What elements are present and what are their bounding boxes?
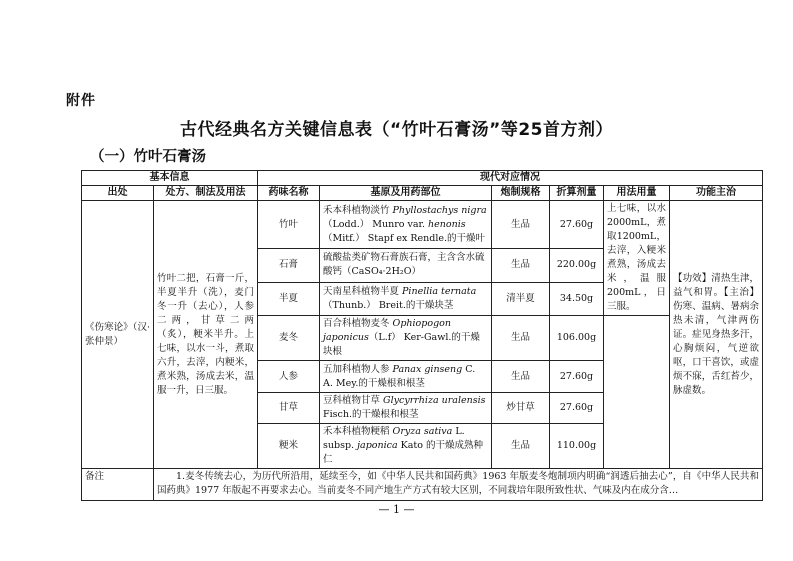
origin-text: 硫酸盐类矿物石膏族石膏，主含含水硫酸钙（CaSO₄·2H₂O） [323, 252, 485, 278]
col-header-dose: 折算剂量 [550, 186, 604, 201]
processing-cell: 生品 [492, 316, 550, 361]
processing-cell: 炒甘草 [492, 393, 550, 424]
herb-name-cell: 人参 [258, 361, 320, 393]
latin-name: Panax ginseng [392, 363, 463, 375]
processing-cell: 生品 [492, 249, 550, 282]
dose-cell: 34.50g [550, 282, 604, 315]
origin-cell [320, 282, 492, 315]
origin-cell [320, 316, 492, 361]
herb-name-cell: 麦冬 [258, 316, 320, 361]
dose-cell: 27.60g [550, 361, 604, 393]
origin-text: （Mitf.） Stapf ex Rendle.的干燥叶 [323, 232, 486, 244]
origin-text: （Thunb.） Breit.的干燥块茎 [323, 299, 454, 311]
origin-cell [320, 424, 492, 469]
herb-name-cell: 竹叶 [258, 201, 320, 249]
herb-name-cell: 甘草 [258, 393, 320, 424]
table-row [82, 201, 763, 249]
col-header-origin: 基原及用药部位 [320, 186, 492, 201]
attachment-label: 附件 [66, 93, 96, 109]
remarks-label: 备注 [82, 469, 154, 501]
latin-name: Pinellia ternata [402, 285, 477, 297]
origin-text: L. subsp. [323, 426, 465, 451]
origin-cell [320, 361, 492, 393]
col-header-processing: 炮制规格 [492, 186, 550, 201]
column-header-row [82, 186, 763, 201]
origin-text: Fisch.的干燥根和根茎 [323, 409, 419, 420]
col-header-usage: 用法用量 [604, 186, 670, 201]
col-header-recipe: 处方、制法及用法 [154, 186, 258, 201]
dose-cell: 220.00g [550, 249, 604, 282]
remarks-cell [154, 469, 763, 501]
function-cell: 【功效】清热生津，益气和胃。【主治】伤寒、温病、暑病余热未清，气津两伤证。症见身热多汗，心胸烦闷，气逆欲呕，口干喜饮，或虚烦不寐，舌红苔少，脉虚数。 [670, 201, 763, 469]
source-cell: 《伤寒论》（汉·张仲景） [82, 201, 154, 469]
processing-cell: 生品 [492, 361, 550, 393]
dose-cell: 27.60g [550, 201, 604, 249]
group-header-basic: 基本信息 [82, 171, 258, 186]
col-header-source: 出处 [82, 186, 154, 201]
latin-name: Phyllostachys nigra [392, 204, 487, 216]
page-number: — 1 — [378, 503, 415, 516]
latin-name: japonica [357, 440, 398, 451]
origin-text: （Lodd.） Munro var. [323, 218, 429, 230]
origin-text: 禾本科植物淡竹 [323, 204, 393, 216]
origin-text: 百合科植物麦冬 [323, 318, 393, 329]
processing-cell: 清半夏 [492, 282, 550, 315]
usage-cell-empty [604, 316, 670, 469]
remarks-text: 1.麦冬传统去心，为历代所沿用，延续至今，如《中华人民共和国药典》1963 年版麦冬炮制项内明确“润透后抽去心”，自《中华人民共和国药典》1977 年版起不再要求去心。当前麦冬不同产地生产方式有较大区别，不同栽培年限所致性状、气味及内在成分含… [157, 471, 760, 496]
dose-cell: 27.60g [550, 393, 604, 424]
latin-name: Glycyrrhiza uralensis [383, 395, 486, 406]
dose-cell: 110.00g [550, 424, 604, 469]
key-info-table [81, 170, 763, 501]
processing-cell: 生品 [492, 201, 550, 249]
origin-cell [320, 201, 492, 249]
recipe-cell: 竹叶二把，石膏一斤，半夏半升（洗），麦门冬一升（去心），人参二两，甘草二两（炙），粳米半升。上七味，以水一斗，煮取六升，去滓，内粳米，煮米熟，汤成去米，温服一升，日三服。 [154, 201, 258, 469]
herb-name-cell: 粳米 [258, 424, 320, 469]
herb-name-cell: 石膏 [258, 249, 320, 282]
processing-cell: 生品 [492, 424, 550, 469]
origin-text: 豆科植物甘草 [323, 395, 384, 406]
remarks-row [82, 469, 763, 501]
section-subtitle: （一）竹叶石膏汤 [90, 149, 206, 165]
origin-cell [320, 393, 492, 424]
col-header-herb-name: 药味名称 [258, 186, 320, 201]
origin-cell [320, 249, 492, 282]
origin-text: C. A. Mey.的干燥根和根茎 [323, 363, 476, 389]
origin-text: 禾本科植物粳稻 [323, 426, 393, 437]
latin-name: Oryza sativa [392, 426, 453, 437]
latin-name: Ophiopogon japonicus [323, 318, 451, 343]
group-header-modern: 现代对应情况 [258, 171, 763, 186]
origin-text: Kato 的干燥成熟种仁 [323, 440, 483, 465]
herb-name-cell: 半夏 [258, 282, 320, 315]
origin-text: 天南星科植物半夏 [323, 285, 403, 297]
document-title: 古代经典名方关键信息表（“竹叶石膏汤”等25首方剂） [179, 120, 613, 140]
origin-text: 五加科植物人参 [323, 363, 393, 375]
dose-cell: 106.00g [550, 316, 604, 361]
origin-text: （L.f） Ker-Gawl.的干燥块根 [323, 332, 480, 357]
latin-name: henonis [428, 218, 466, 230]
col-header-function: 功能主治 [670, 186, 763, 201]
group-header-row [82, 171, 763, 186]
usage-cell: 上七味，以水2000mL，煮取1200mL，去滓，入粳米煮熟，汤成去米，温服200mL，日三服。 [604, 201, 670, 316]
